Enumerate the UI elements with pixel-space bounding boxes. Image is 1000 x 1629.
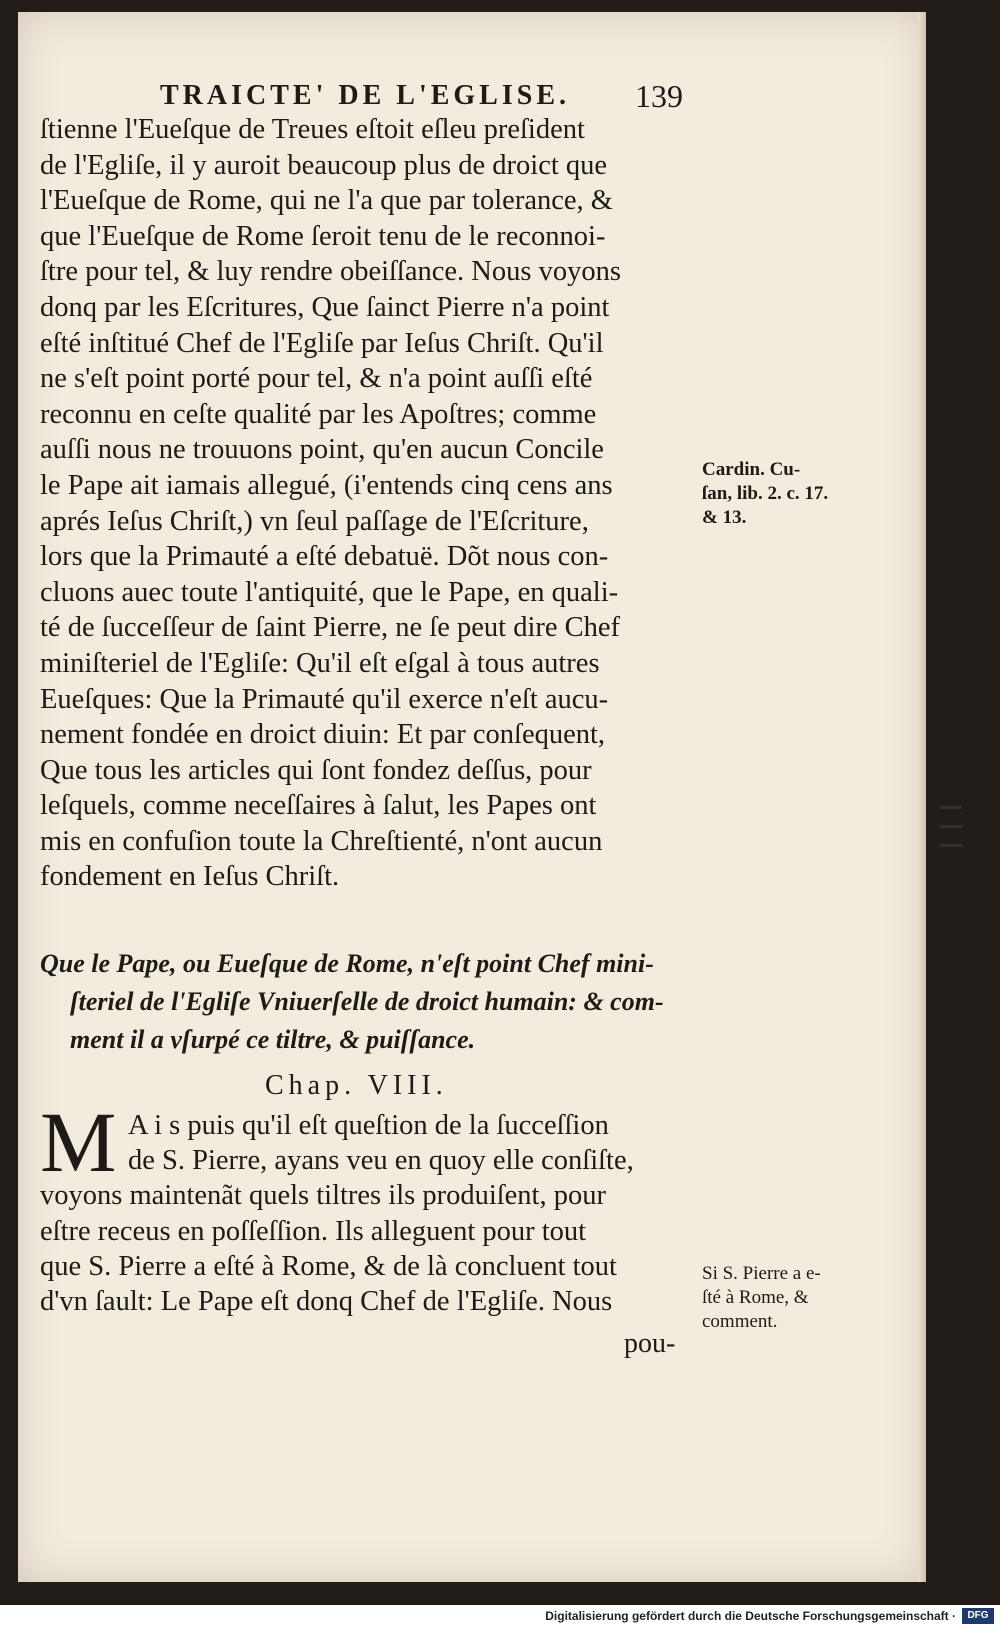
margin-note-line: comment.	[702, 1311, 778, 1332]
text-line: lors que la Primauté a eſté debatuë. Dõt nous con-	[40, 541, 609, 573]
text-line: nement fondée en droict diuin: Et par conſequent,	[40, 719, 606, 751]
page-edge	[918, 12, 926, 1582]
running-head: TRAICTE' DE L'EGLISE.	[160, 80, 570, 111]
summary-line: ment il a vſurpé ce tiltre, & puiſſance.	[70, 1025, 476, 1054]
body-text	[40, 112, 720, 895]
bleed-mark	[940, 825, 962, 828]
text-line: mis en confuſion toute la Chreſtienté, n'ont aucun	[40, 825, 603, 857]
margin-note-line: Cardin. Cu-	[702, 459, 801, 480]
text-line: ne s'eſt point porté pour tel, & n'a point auſſi eſté	[40, 363, 593, 395]
text-line: cluons auec toute l'antiquité, que le Pape, en quali-	[40, 576, 619, 608]
margin-note-line: & 13.	[702, 507, 747, 528]
chapter-line: voyons maintenãt quels tiltres ils produiſent, pour	[40, 1180, 606, 1212]
chapter-summary	[40, 945, 720, 1059]
text-line: donq par les Eſcritures, Que ſainct Pierre n'a point	[40, 291, 610, 323]
catchword: pou-	[624, 1328, 676, 1359]
funding-credit: Digitalisierung gefördert durch die Deutsche Forschungsgemeinschaft ·	[545, 1609, 956, 1623]
text-line: aprés Ieſus Chriſt,) vn ſeul paſſage de l'Eſcriture,	[40, 505, 589, 537]
chapter-text	[40, 1108, 720, 1319]
chapter-line: A i s puis qu'il eſt queſtion de la ſucceſſion	[128, 1110, 609, 1141]
text-line: ſtienne l'Eueſque de Treues eſtoit eſleu preſident	[40, 114, 585, 145]
dfg-logo: DFG	[962, 1608, 994, 1624]
text-line: que l'Eueſque de Rome ſeroit tenu de le reconnoi-	[40, 220, 606, 252]
chapter-heading: Chap. VIII.	[265, 1070, 448, 1101]
margin-note-line: Si S. Pierre a e-	[702, 1263, 821, 1284]
summary-line: Que le Pape, ou Eueſque de Rome, n'eſt point Chef mini-	[40, 949, 654, 978]
text-line: leſquels, comme neceſſaires à ſalut, les Papes ont	[40, 790, 597, 822]
margin-note-peter-rome	[702, 1262, 882, 1334]
text-line: té de ſucceſſeur de ſaint Pierre, ne ſe peut dire Chef	[40, 612, 621, 644]
text-line: miniſteriel de l'Egliſe: Qu'il eſt eſgal à tous autres	[40, 647, 600, 679]
text-line: le Pape ait iamais allegué, (i'entends cinq cens ans	[40, 469, 613, 501]
text-line: de l'Egliſe, il y auroit beaucoup plus de droict que	[40, 149, 608, 181]
adjacent-page-bleed	[940, 790, 980, 950]
chapter-line: de S. Pierre, ayans veu en quoy elle conſiſte,	[128, 1145, 634, 1177]
text-line: l'Eueſque de Rome, qui ne l'a que par tolerance, &	[40, 185, 613, 217]
text-line: reconnu en ceſte qualité par les Apoſtres; comme	[40, 398, 597, 430]
chapter-line: d'vn ſault: Le Pape eſt donq Chef de l'Egliſe. Nous	[40, 1286, 613, 1318]
chapter-line: eſtre receus en poſſeſſion. Ils alleguent pour tout	[40, 1215, 587, 1247]
text-line: Que tous les articles qui ſont fondez deſſus, pour	[40, 754, 592, 786]
text-line: auſſi nous ne trouuons point, qu'en aucun Concile	[40, 434, 604, 466]
text-line: eſté inſtitué Chef de l'Egliſe par Ieſus Chriſt. Qu'il	[40, 327, 604, 359]
page-number: 139	[635, 78, 683, 114]
bleed-mark	[940, 844, 962, 847]
drop-cap: M	[40, 1094, 117, 1190]
text-line: fondement en Ieſus Chriſt.	[40, 861, 340, 893]
margin-note-line: ſté à Rome, &	[702, 1287, 809, 1308]
margin-note-cusanus	[702, 458, 882, 530]
bleed-mark	[940, 806, 962, 809]
footer-bar	[0, 1605, 1000, 1629]
margin-note-line: ſan, lib. 2. c. 17.	[702, 483, 829, 504]
summary-line: ſteriel de l'Egliſe Vniuerſelle de droict humain: & com-	[70, 987, 664, 1016]
chapter-line: que S. Pierre a eſté à Rome, & de là concluent tout	[40, 1250, 617, 1282]
text-line: ſtre pour tel, & luy rendre obeiſſance. Nous voyons	[40, 256, 621, 288]
text-line: Eueſques: Que la Primauté qu'il exerce n'eſt aucu-	[40, 683, 609, 715]
